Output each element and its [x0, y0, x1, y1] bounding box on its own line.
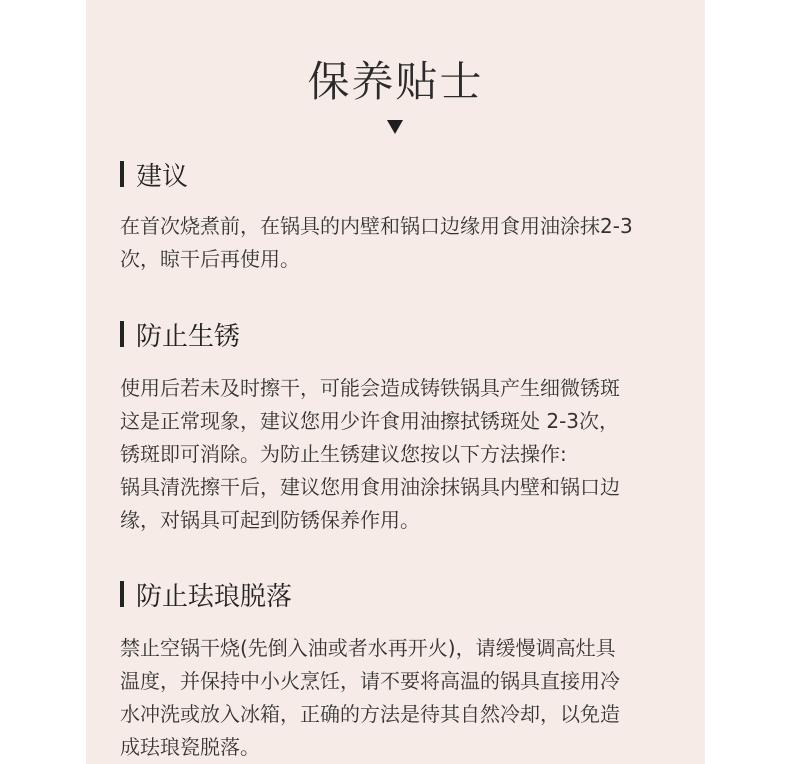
section-body: 使用后若未及时擦干，可能会造成铸铁锅具产生细微锈斑 这是正常现象，建议您用少许食用油擦拭锈斑处 2-3次， 锈斑即可消除。为防止生锈建议您按以下方法操作: 锅具清洗擦干后，建议您用食用油涂抹锅具内壁和锅口边 缘，对锅具可起到防锈保养作用。 [120, 376, 620, 532]
section-suggestion [120, 156, 680, 276]
section-rust-prevention [120, 316, 680, 537]
care-tips-panel [86, 0, 705, 764]
heading-bar-icon [120, 321, 124, 347]
section-heading [120, 316, 680, 352]
section-heading [120, 576, 680, 612]
section-heading-text: 建议 [136, 161, 189, 192]
section-heading-text: 防止珐琅脱落 [136, 581, 293, 612]
heading-bar-icon [120, 581, 124, 607]
heading-bar-icon [120, 161, 124, 187]
section-enamel-protection [120, 576, 680, 764]
section-body: 在首次烧煮前，在锅具的内壁和锅口边缘用食用油涂抹2-3 次，晾干后再使用。 [120, 214, 633, 271]
section-body: 禁止空锅干烧(先倒入油或者水再开火)，请缓慢调高灶具 温度，并保持中小火烹饪，请不要将高温的锅具直接用冷 水冲洗或放入冰箱，正确的方法是待其自然冷却，以免造 成珐琅瓷脱落。 [120, 636, 620, 759]
page-title: 保养贴士 [307, 57, 484, 106]
section-heading-text: 防止生锈 [136, 321, 241, 352]
down-arrow-icon [387, 120, 403, 134]
section-heading [120, 156, 680, 192]
